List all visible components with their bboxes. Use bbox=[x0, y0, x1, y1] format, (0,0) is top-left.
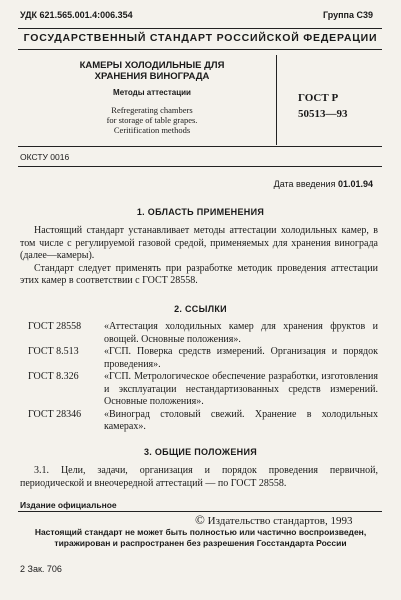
reference-desc: «Аттестация холодильных камер для хранения фруктов и овощей. Основные положения». bbox=[104, 321, 378, 345]
okstu-code: ОКСТУ 0016 bbox=[20, 152, 70, 162]
header-rule-bottom bbox=[18, 49, 382, 50]
date-label: Дата введения bbox=[273, 179, 336, 189]
title-en bbox=[52, 105, 252, 135]
reference-item bbox=[28, 321, 378, 346]
reference-desc: «ГСП. Поверка средств измерений. Организация и порядок проведения». bbox=[104, 346, 378, 370]
section2-heading: 2. ССЫЛКИ bbox=[174, 304, 227, 314]
notice-line1: Настоящий стандарт не может быть полностью или частично воспроизведен, bbox=[34, 527, 367, 537]
title-divider bbox=[276, 55, 277, 145]
reference-item bbox=[28, 371, 378, 409]
copyright-icon: © bbox=[195, 512, 205, 527]
section3-body bbox=[20, 465, 378, 490]
gost-number: 50513—93 bbox=[298, 108, 348, 120]
order-number: 2 Зак. 706 bbox=[20, 564, 62, 574]
title-en-line2: for storage of table grapes. bbox=[106, 115, 198, 125]
reference-item bbox=[28, 346, 378, 371]
header-rule-top bbox=[18, 28, 382, 29]
gost-designation bbox=[298, 90, 348, 122]
reference-item bbox=[28, 409, 378, 434]
reference-desc: «ГСП. Метрологическое обеспечение разработки, изготовления и эксплуатации нестандартизованных средств измерений. Основные положения». bbox=[104, 371, 378, 407]
title-block bbox=[52, 60, 252, 135]
title-ru-line1: КАМЕРЫ ХОЛОДИЛЬНЫЕ ДЛЯ bbox=[79, 60, 225, 71]
reproduction-notice bbox=[0, 527, 401, 549]
title-method: Методы аттестации bbox=[113, 88, 191, 97]
reference-desc: «Виноград столовый свежий. Хранение в холодильных камерах». bbox=[104, 408, 378, 432]
section1-paragraph2: Стандарт следует применять при разработке методик проведения аттестации этих камер в соответствии с ГОСТ 28558. bbox=[20, 262, 378, 286]
notice-line2: тиражирован и распространен без разрешения Госстандарта России bbox=[54, 538, 347, 548]
reference-code: ГОСТ 8.326 bbox=[28, 371, 79, 382]
reference-code: ГОСТ 28558 bbox=[28, 321, 82, 332]
copyright-text: Издательство стандартов, 1993 bbox=[207, 515, 353, 527]
standard-title: ГОСУДАРСТВЕННЫЙ СТАНДАРТ РОССИЙСКОЙ ФЕДЕРАЦИИ bbox=[23, 32, 378, 44]
group-code: Группа С39 bbox=[322, 10, 373, 20]
section3-paragraph1: 3.1. Цели, задачи, организация и порядок проведения первичной, периодической и внеочередной аттестаций — по ГОСТ 28558. bbox=[20, 465, 378, 489]
title-en-line1: Refregerating chambers bbox=[111, 105, 193, 115]
introduction-date bbox=[274, 179, 373, 189]
section1-paragraph1: Настоящий стандарт устанавливает методы аттестации холодильных камер, в том числе с регулируемой газовой средой, применяемых для хранения винограда (далее—камеры). bbox=[20, 225, 378, 261]
copyright bbox=[195, 512, 352, 528]
title-ru-line2: ХРАНЕНИЯ ВИНОГРАДА bbox=[94, 71, 210, 82]
reference-code: ГОСТ 28346 bbox=[28, 408, 82, 420]
section1-heading: 1. ОБЛАСТЬ ПРИМЕНЕНИЯ bbox=[136, 207, 265, 217]
official-edition: Издание официальное bbox=[20, 500, 117, 510]
section3-heading: 3. ОБЩИЕ ПОЛОЖЕНИЯ bbox=[143, 447, 258, 457]
gost-label: ГОСТ Р bbox=[298, 92, 339, 104]
title-rule-bottom bbox=[18, 146, 382, 147]
okstu-rule bbox=[18, 166, 382, 167]
references-list bbox=[28, 321, 378, 434]
reference-code: ГОСТ 8.513 bbox=[28, 346, 79, 357]
section1-body bbox=[20, 225, 378, 288]
date-value: 01.01.94 bbox=[337, 179, 373, 189]
title-en-line3: Ceritification methods bbox=[113, 125, 191, 135]
udk-code: УДК 621.565.001.4:006.354 bbox=[20, 10, 133, 20]
